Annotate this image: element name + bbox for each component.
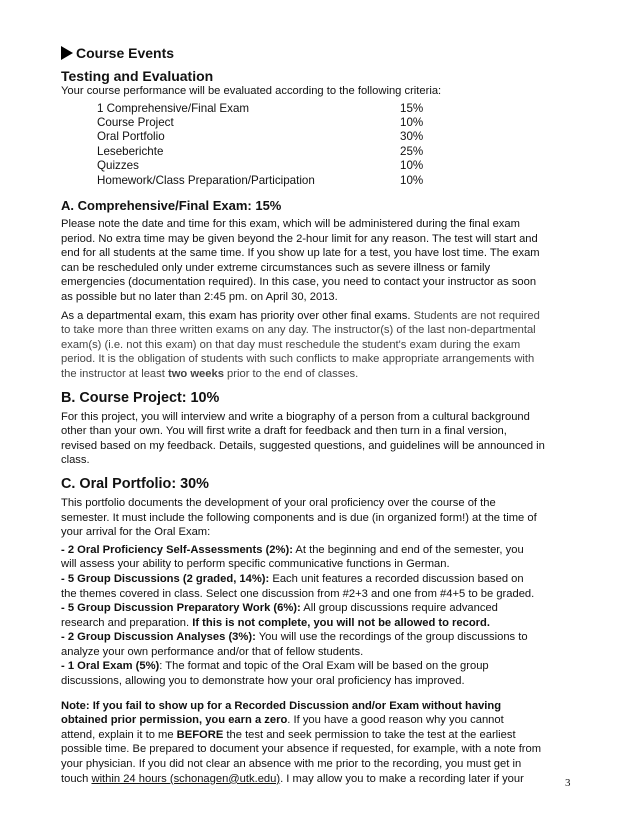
list-item: - 5 Group Discussions (2 graded, 14%): Each unit features a recorded discussion based on [61, 572, 524, 585]
section-a-paragraph-1: Please note the date and time for this exam, which will be administered during the final exam period. No extra time may be given beyond the 2-hour limit for any reason. The test will start and end for all students at the same time. If you show up late for a test, you have lost time. The exam can be rescheduled only under extreme circumstances such as severe illness or family emergencies (documentation required). In this case, you need to contact your instructor as soon as possible but no later than 2:45 pm. on April 30, 2013. [61, 218, 540, 303]
section-c-intro: This portfolio documents the development of your oral proficiency over the course of the semester. It must include the following components and is due (in organized form!) at the time of your arrival for the Oral Exam: [61, 496, 537, 539]
grade-row: Course Project 10% [97, 116, 424, 129]
list-item: - 2 Group Discussion Analyses (3%): You will use the recordings of the group discussions to [61, 631, 528, 644]
email-link[interactable]: within 24 hours (schonagen@utk.edu) [91, 772, 281, 785]
section-a-heading: A. Comprehensive/Final Exam: 15% [61, 198, 282, 214]
course-events-heading: Course Events [61, 44, 581, 62]
grade-row: Quizzes 10% [97, 159, 424, 173]
list-item: - 2 Oral Proficiency Self-Assessments (2%): At the beginning and end of the semester, you [61, 543, 524, 556]
portfolio-components: - 2 Oral Proficiency Self-Assessments (2%): At the beginning and end of the semester, you will assess your ability to perform specific communicative functions in German. - 5 Group Discussions (2 graded, 14%): Each unit features a recorded discussion based on the themes covered in class. Select one discussion from #2+3 and one from #4+5 to be graded. - 5 Group Discussion Preparatory Work (6%): All group discussions require advanced research and preparation. If this is not complete, you will not be allowed to record. - 2 Group Discussion Analyses (3%): You will use the recordings of the group discussions to analyze your own performance and/or that of fellow students. - 1 Oral Exam (5%): The format and topic of the Oral Exam will be based on the group discussions, allowing you to demonstrate how your oral proficiency has improved. [61, 543, 581, 689]
document-page [61, 44, 581, 786]
grade-row: 1 Comprehensive/Final Exam 15% [97, 101, 424, 115]
grading-table [97, 102, 581, 188]
section-a-paragraph-2: As a departmental exam, this exam has priority over other final exams. Students are not required to take more than three written exams on any day. The instructor(s) of the last non-departmental exam(s) (i.e. not this exam) on that day must reschedule the student's exam during the exam period. It is the obligation of students with such conflicts to make appropriate arrangements with the instructor at least two weeks prior to the end of classes. [61, 309, 540, 380]
testing-heading: Testing and Evaluation [61, 68, 214, 84]
section-c-heading: C. Oral Portfolio: 30% [61, 475, 209, 492]
grade-row: Oral Portfolio 30% [97, 130, 424, 144]
testing-intro: Your course performance will be evaluated according to the following criteria: [61, 85, 442, 97]
list-item: - 1 Oral Exam (5%): The format and topic of the Oral Exam will be based on the group [61, 660, 489, 673]
absence-note: Note: If you fail to show up for a Recorded Discussion and/or Exam without having obtained prior permission, you earn a zero. If you have a good reason why you cannot attend, explain it to me BEFORE the test and seek permission to take the test at the earliest possible time. Be prepared to document your absence if requested, for example, with a note from your physician. If you did not clear an absence with me prior to the recording, you must get in touch within 24 hours (schonagen@utk.edu). I may allow you to make a recording later if your [61, 699, 542, 785]
grade-row: Homework/Class Preparation/Participation 10% [97, 173, 424, 187]
page-number: 3 [565, 777, 571, 789]
section-b-heading: B. Course Project: 10% [61, 389, 220, 406]
triangle-right-icon [61, 46, 73, 60]
grade-row: Leseberichte 25% [97, 144, 424, 158]
section-b-paragraph: For this project, you will interview and write a biography of a person from a cultural background other than your own. You will first write a draft for feedback and then turn in a final version, revised based on my feedback. Details, suggested questions, and guidelines will be announced in class. [61, 410, 545, 467]
list-item: - 5 Group Discussion Preparatory Work (6%): All group discussions require advanced [61, 602, 498, 615]
